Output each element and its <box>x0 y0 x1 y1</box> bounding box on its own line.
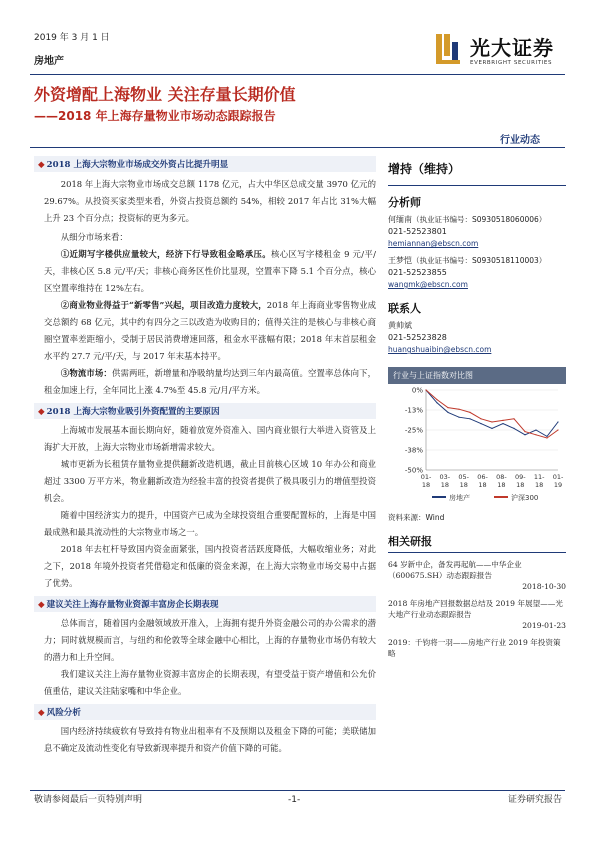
report-subtitle: ——2018 年上海存量物业市场动态跟踪报告 <box>34 109 276 123</box>
paragraph: ②商业物业得益于“新零售”兴起，项目改造力度较大，2018 年上海商业零售物业成交总额约 68 亿元，其中约有四分之三以改造为收购目的；值得关注的是核心与非核心商圈空置率差距缩小，受制于居民消费增速回落，租金水平涨幅有限；2018 年末首层租金水平约 27.7 元/平/天，与 2017 年末基本持平。 <box>44 300 376 361</box>
sidebar <box>388 156 566 659</box>
paragraph: 国内经济持续疲软有导致持有物业出租率有不及预期以及租金下降的可能；美联储加息不确定及流动性变化有导致新现率提升和资产价值下降的可能。 <box>44 726 376 753</box>
x-tick-label: 06- <box>477 473 488 481</box>
header-rule <box>30 74 565 75</box>
contact-card: 黄帅斌 021-52523828 huangshuaibin@ebscn.com <box>388 320 566 355</box>
x-tick-label: 01- <box>552 473 564 481</box>
x-tick-label: 01- <box>420 473 432 481</box>
x-tick-label: 09- <box>514 473 526 481</box>
y-tick-label: -25% <box>404 426 423 435</box>
logo-english: EVERBRIGHT SECURITIES <box>470 60 553 66</box>
paragraph: ③物流市场：供需两旺，新增量和净吸纳量均达到三年内最高值。空置率总体向下，租金加速上行，全年同比上涨 4.7%至 45.8 元/月/平方米。 <box>44 368 377 395</box>
x-tick-label-year: 18 <box>478 481 487 489</box>
company-logo <box>434 30 564 74</box>
data-point <box>557 429 558 430</box>
paragraph: 从细分市场来看： <box>60 232 128 242</box>
footer-disclaimer: 敬请参阅最后一页特别声明 <box>34 795 143 805</box>
related-report[interactable]: 2019：千钧将一羽——房地产行业 2019 年投资策略 <box>388 638 561 658</box>
section-heading-reasons: ◆ 2018 上海大宗物业吸引外资配置的主要原因 <box>34 403 376 419</box>
logistics-highlight: ③物流市场： <box>60 368 112 378</box>
data-point <box>502 423 503 424</box>
logo-mark-icon <box>434 32 464 68</box>
data-point <box>458 417 459 418</box>
contact-email-link[interactable]: huangshuaibin@ebscn.com <box>388 345 492 354</box>
x-tick-label-year: 18 <box>535 481 544 489</box>
x-tick-label-year: 19 <box>553 481 563 489</box>
data-point <box>557 421 558 422</box>
footer-label: 证券研究报告 <box>508 795 563 805</box>
chart-source: 资料来源：Wind <box>388 513 445 522</box>
x-tick-label: 03- <box>439 473 451 481</box>
footer-rule <box>30 790 565 791</box>
chart-container <box>388 384 566 512</box>
data-point <box>491 421 492 422</box>
x-tick-label-year: 18 <box>516 481 525 489</box>
x-tick-label-year: 18 <box>459 481 468 489</box>
paragraph: 随着中国经济实力的提升，中国资产已成为全球投资组合重要配置标的，上海是中国最成熟和最具流动性的大宗物业市场之一。 <box>44 510 376 537</box>
title-rule <box>30 147 565 148</box>
paragraph: 总体而言，随着国内金融领域放开准入，上海拥有提升外资金融公司的办公需求的潜力；同时就规模而言，与纽约和伦敦等全球金融中心相比，上海的存量物业市场仍有较大的潜力和上升空间。 <box>44 618 376 662</box>
data-point <box>502 420 503 421</box>
y-tick-label: -50% <box>404 466 423 475</box>
sector-label: 房地产 <box>34 56 64 67</box>
data-point <box>480 418 481 419</box>
legend-label: 房地产 <box>449 494 470 502</box>
section-heading-recommendation: ◆ 建议关注上海存量物业资源丰富房企长期表现 <box>34 596 376 612</box>
paragraph: 我们建议关注上海存量物业资源丰富房企的长期表现，有望受益于资产增值和公允价值重估，建议关注陆家嘴和中华企业。 <box>44 669 376 696</box>
related-report[interactable]: 2018 年房地产回报数据总结及 2019 年展望——光大地产行业动态跟踪报告 2019-01-23 <box>388 599 566 630</box>
data-point <box>535 429 536 430</box>
paragraph: 2018 年上海大宗物业市场成交总额 1178 亿元，占大中华区总成交量 3970 亿元的 29.67%。从投资买家类型来看，外资占投资总额约 54%，相较 2017 年占比 31%大幅上升 23 个百分点；投资标的更为多元。 <box>44 179 376 223</box>
data-point <box>513 428 514 429</box>
section-heading-market: ◆ 2018 上海大宗物业市场成交外资占比提升明显 <box>34 156 376 172</box>
data-point <box>524 431 525 432</box>
data-point <box>436 402 437 403</box>
data-point <box>425 389 426 390</box>
main-content <box>34 156 376 757</box>
related-list <box>388 559 566 659</box>
x-tick-label: 05- <box>458 473 470 481</box>
analyst-card: 王梦恺（执业证书编号：S0930518110003） 021-52523855 wangmk@ebscn.com <box>388 255 566 290</box>
data-point <box>491 428 492 429</box>
data-point <box>480 423 481 424</box>
y-tick-label: -13% <box>404 406 423 415</box>
legend-label: 沪深300 <box>511 494 539 502</box>
section-heading-risk: ◆ 风险分析 <box>34 704 376 720</box>
data-point <box>458 409 459 410</box>
x-tick-label: 08- <box>496 473 507 481</box>
contact-heading: 联系人 <box>388 302 421 315</box>
analyst-card: 何缅南（执业证书编号：S0930518060006） 021-52523801 hemiannan@ebscn.com <box>388 214 566 249</box>
y-tick-label: -38% <box>404 446 423 455</box>
paragraph: ①近期写字楼供应量较大，经济下行导致租金略承压。核心区写字楼租金 9 元/平/天，非核心区 5.8 元/平/天；非核心商务区性价比显现，空置率下降 5.1 个百分点，核心区空置率维持在 12%左右。 <box>44 249 377 293</box>
data-point <box>546 436 547 437</box>
analyst-email-link[interactable]: wangmk@ebscn.com <box>388 280 468 289</box>
related-heading: 相关研报 <box>388 535 432 548</box>
report-date: 2019 年 3 月 1 日 <box>34 33 110 43</box>
paragraph: 上海城市发展基本面长期向好，随着放宽外资准入、国内商业银行大举进入资管及上海扩大开放，上海大宗物业市场新增需求较大。 <box>44 425 376 452</box>
data-point <box>513 418 514 419</box>
y-tick-label: 0% <box>411 386 423 395</box>
rating: 增持（维持） <box>388 162 461 176</box>
data-point <box>524 434 525 435</box>
data-point <box>436 399 437 400</box>
analyst-email-link[interactable]: hemiannan@ebscn.com <box>388 239 479 248</box>
comparison-chart <box>388 384 566 512</box>
x-tick-label-year: 18 <box>497 481 506 489</box>
data-point <box>535 434 536 435</box>
data-point <box>469 412 470 413</box>
x-tick-label-year: 18 <box>421 481 431 489</box>
data-point <box>447 412 448 413</box>
report-type-tag: 行业动态 <box>500 135 540 146</box>
paragraph: 2018 年去杠杆导致国内资金面紧张，国内投资者活跃度降低，大幅收缩业务；对此之下，2018 年境外投资者凭借稳定和低廉的资金来源，在上海大宗物业市场交易中占据了优势。 <box>44 544 376 588</box>
page-number: -1- <box>288 795 301 805</box>
logo-text: 光大证券 <box>470 36 554 60</box>
x-tick-label: 11- <box>533 473 545 481</box>
analyst-heading: 分析师 <box>388 196 421 209</box>
data-point <box>469 418 470 419</box>
x-tick-label-year: 18 <box>440 481 449 489</box>
report-title: 外资增配上海物业 关注存量长期价值 <box>34 85 296 104</box>
chart-title: 行业与上证指数对比图 <box>388 367 566 384</box>
data-point <box>546 437 547 438</box>
paragraph: 城市更新为长租赁存量物业提供翻新改造机遇，截止目前核心区域 10 年办公和商业超过 3300 万平方米，物业翻新改造为经验丰富的投资者提供了极具吸引力的增值型投资机会。 <box>44 459 376 503</box>
related-report[interactable]: 64 岁新中企，备发再起航——中华企业（600675.SH）动态跟踪报告 2018-10-30 <box>388 560 566 591</box>
retail-highlight: ②商业物业得益于“新零售”兴起，项目改造力度较大， <box>60 300 267 310</box>
data-point <box>447 407 448 408</box>
office-highlight: ①近期写字楼供应量较大，经济下行导致租金略承压。 <box>60 249 271 259</box>
series-line <box>426 390 558 436</box>
